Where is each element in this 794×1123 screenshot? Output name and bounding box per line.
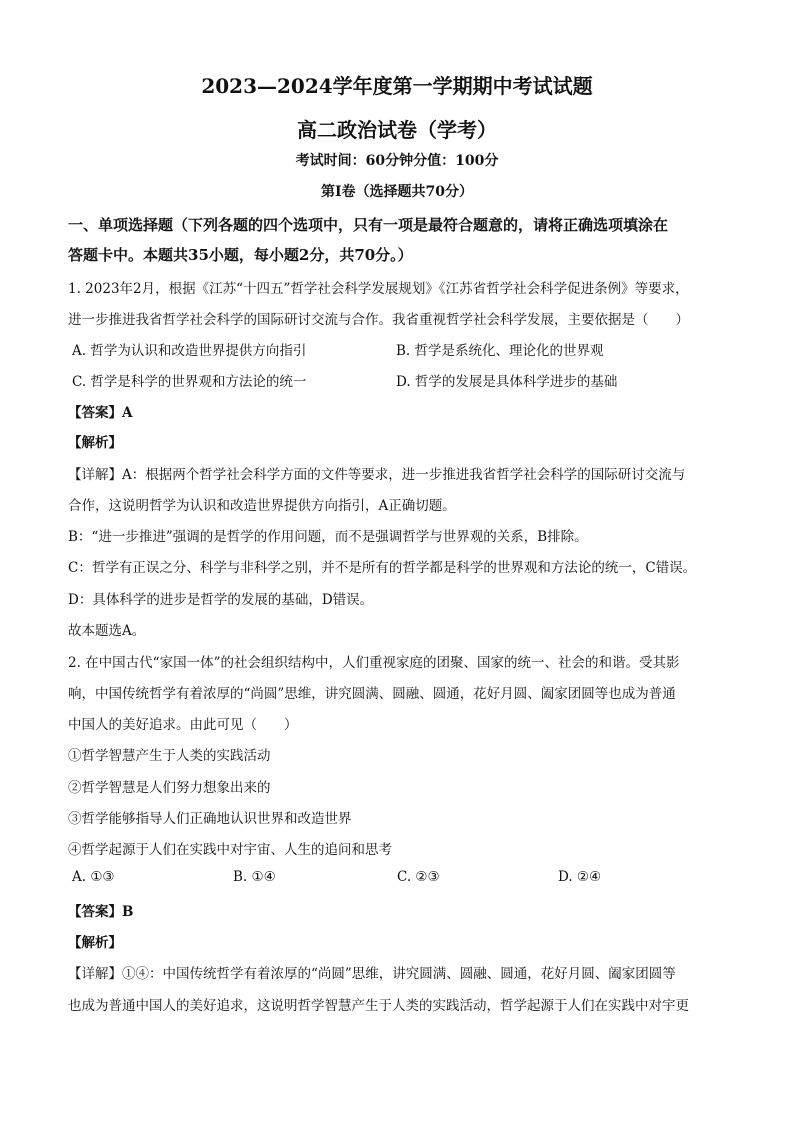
q2-item-3: ③哲学能够指导人们正确地认识世界和改造世界	[68, 811, 352, 827]
q1-analysis-label: 【解析】	[68, 435, 122, 451]
q2-stem-line-3: 中国人的美好追求。由此可见（ ）	[68, 717, 298, 733]
section-line-2: 答题卡中。本题共35小题，每小题2分，共70分。）	[68, 246, 413, 264]
q1-detail-line-5: D：具体科学的进步是哲学的发展的基础，D错误。	[68, 592, 374, 608]
q1-detail-line-2: 合作，这说明哲学为认识和改造世界提供方向指引，A正确切题。	[68, 498, 456, 514]
exam-subtitle: 高二政治试卷（学考）	[297, 118, 497, 142]
q1-answer: 【答案】A	[68, 405, 133, 421]
q1-detail-line-3: B：“进一步推进”强调的是哲学的作用问题，而不是强调哲学与世界观的关系，B排除。	[68, 529, 588, 545]
q2-item-4: ④哲学起源于人们在实践中对宇宙、人生的追问和思考	[68, 842, 392, 858]
q2-detail-line-2: 也成为普通中国人的美好追求，这说明哲学智慧产生于人类的实践活动，哲学起源于人们在实践中对宇更	[68, 998, 689, 1014]
q1-conclusion: 故本题选A。	[68, 623, 146, 639]
q2-stem-line-2: 响，中国传统哲学有着浓厚的“尚圆”思维，讲究圆满、圆融、圆通，花好月圆、阖家团圆等也成为普通	[68, 686, 676, 702]
q1-option-d: D. 哲学的发展是具体科学进步的基础	[396, 374, 618, 390]
q1-option-a: A. 哲学为认识和改造世界提供方向指引	[72, 343, 307, 359]
part-heading: 第Ⅰ卷（选择题共70分）	[320, 184, 474, 200]
q2-option-d: D. ②④	[558, 869, 602, 885]
q2-stem-line-1: 2. 在中国古代“家国一体”的社会组织结构中，人们重视家庭的团聚、国家的统一、社会的和谐。受其影	[68, 655, 680, 671]
q1-stem-line-2: 进一步推进我省哲学社会科学的国际研讨交流与合作。我省重视哲学社会科学发展，主要依据是（ ）	[68, 312, 689, 328]
section-instructions	[68, 210, 728, 270]
q2-option-a: A. ①③	[72, 869, 115, 885]
exam-info: 考试时间：60分钟分值：100分	[295, 153, 499, 169]
q2-detail-line-1: 【详解】①④：中国传统哲学有着浓厚的“尚圆”思维，讲究圆满、圆融、圆通，花好月圆、阖家团圆等	[68, 966, 676, 982]
q1-option-b: B. 哲学是系统化、理论化的世界观	[396, 343, 604, 359]
q2-item-2: ②哲学智慧是人们努力想象出来的	[68, 780, 271, 796]
q2-item-1: ①哲学智慧产生于人类的实践活动	[68, 748, 271, 764]
section-line-1: 一、单项选择题（下列各题的四个选项中，只有一项是最符合题意的，请将正确选项填涂在	[68, 216, 669, 234]
q2-option-c: C. ②③	[397, 869, 440, 885]
q1-stem-line-1: 1. 2023年2月，根据《江苏“十四五”哲学社会科学发展规划》《江苏省哲学社会科学促进条例》等要求，	[68, 281, 689, 297]
exam-title: 2023—2024学年度第一学期期中考试试题	[201, 74, 593, 98]
q2-option-b: B. ①④	[233, 869, 276, 885]
q1-detail-line-1: 【详解】A：根据两个哲学社会科学方面的文件等要求，进一步推进我省哲学社会科学的国际研讨交流与	[68, 467, 686, 483]
q1-detail-line-4: C：哲学有正误之分、科学与非科学之别，并不是所有的哲学都是科学的世界观和方法论的统一，C错误。	[68, 560, 697, 576]
q1-option-c: C. 哲学是科学的世界观和方法论的统一	[72, 374, 307, 390]
q2-analysis-label: 【解析】	[68, 935, 122, 951]
q2-answer: 【答案】B	[68, 904, 134, 920]
